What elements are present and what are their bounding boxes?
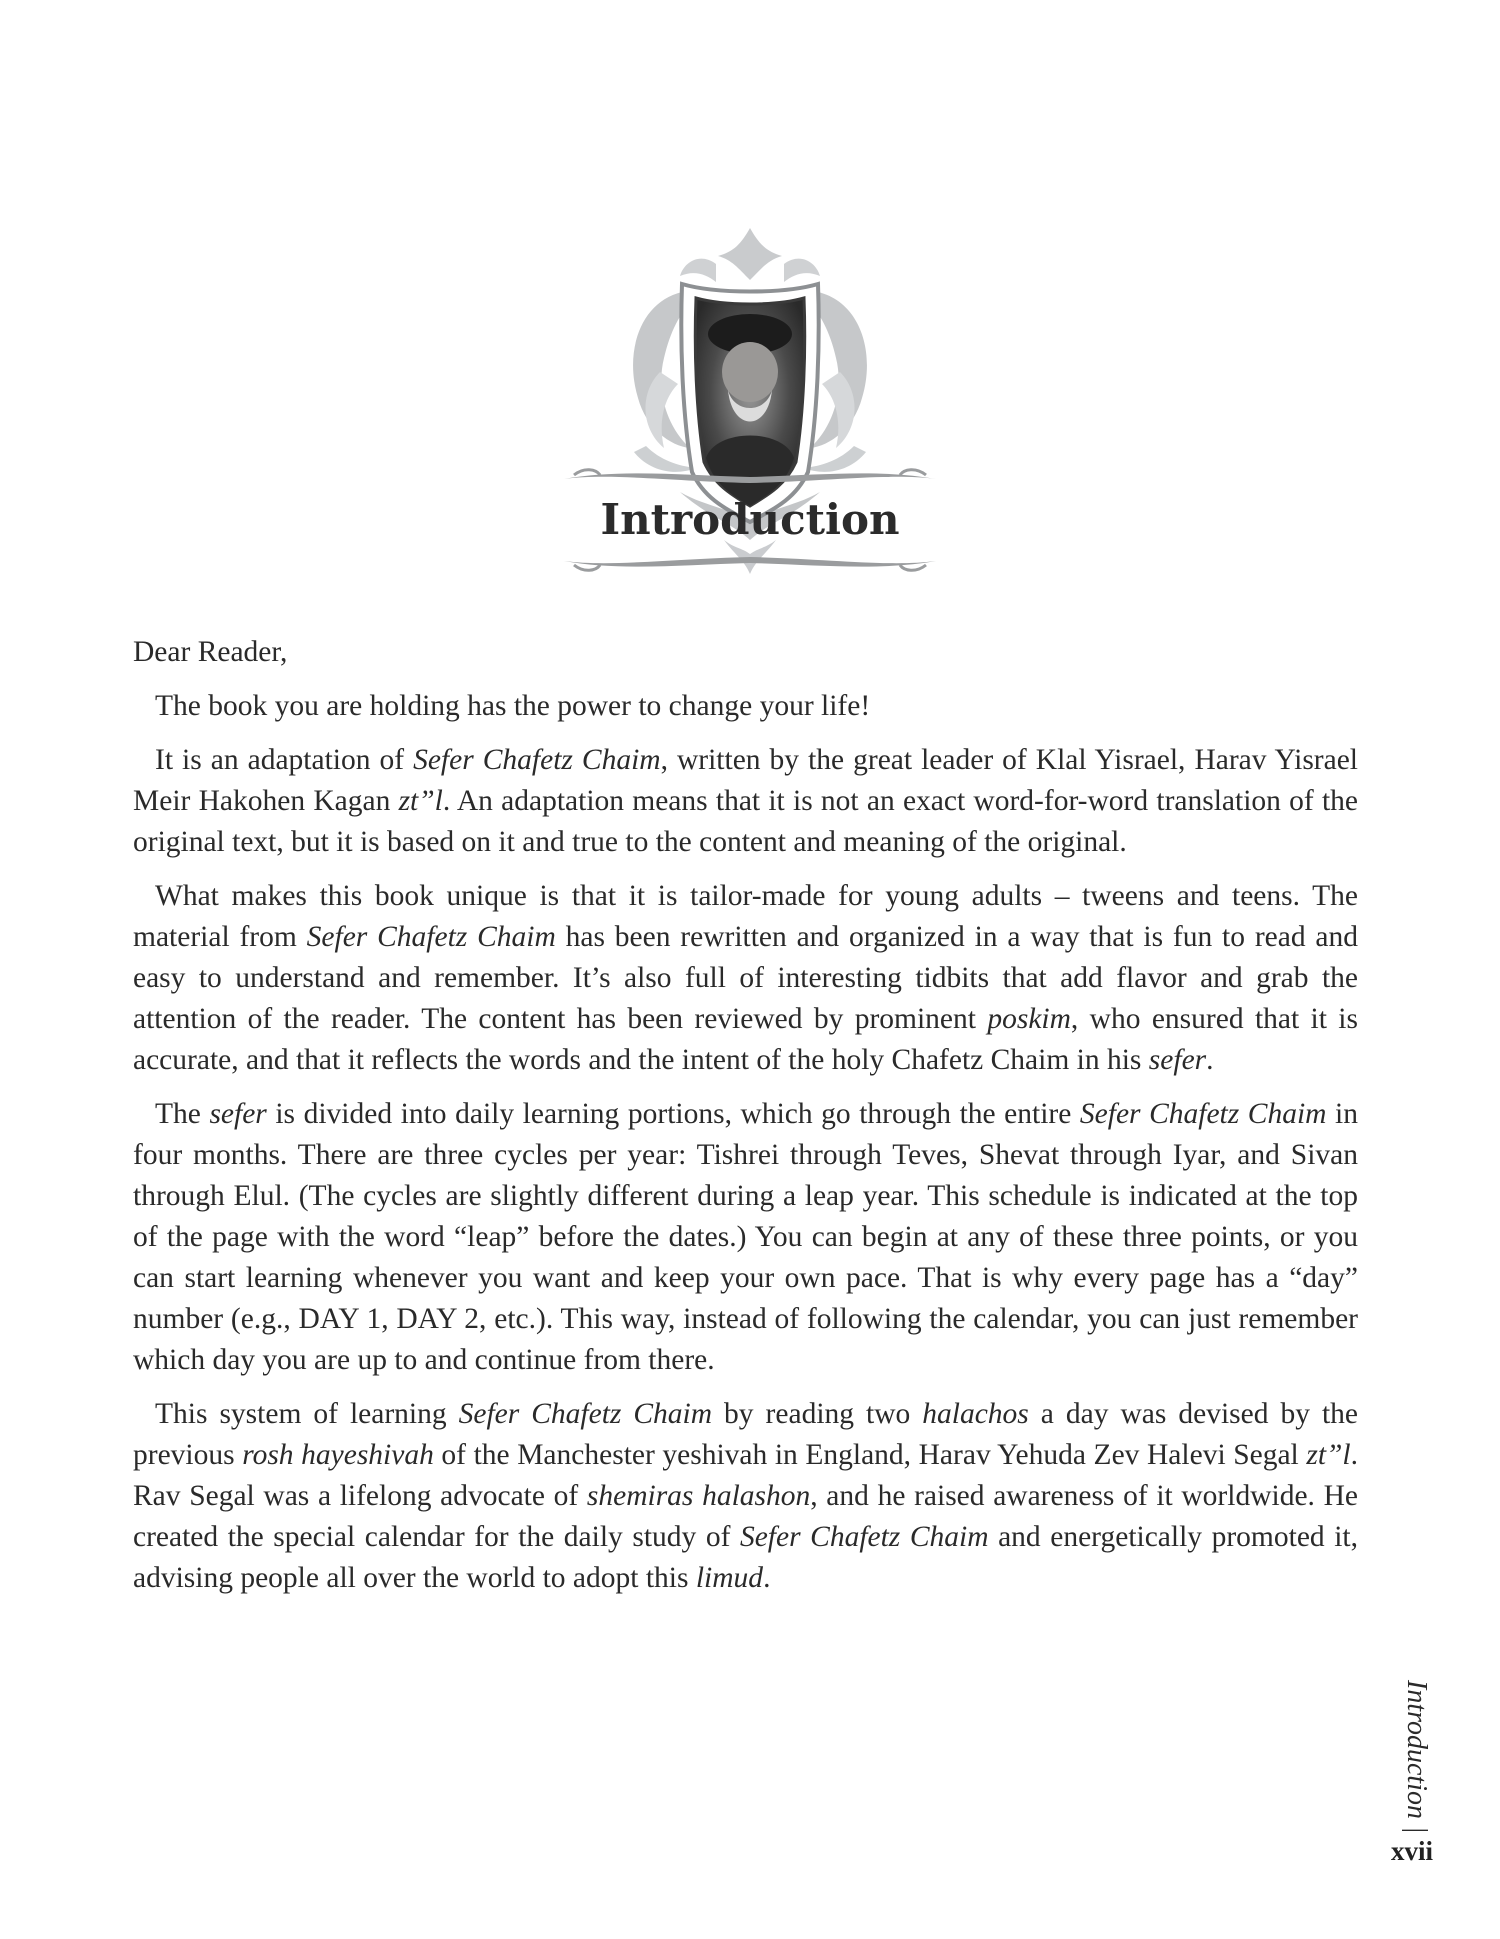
italic-run: Sefer Chafetz Chaim — [413, 744, 661, 776]
text-run: is divided into daily learning portions, which go through the entire — [266, 1098, 1080, 1130]
italic-run: Sefer Chafetz Chaim — [306, 921, 556, 953]
italic-run: halachos — [922, 1398, 1029, 1430]
italic-run: rosh hayeshivah — [242, 1439, 434, 1471]
paragraph — [133, 1094, 1358, 1381]
italic-run: Sefer Chafetz Chaim — [1079, 1098, 1327, 1130]
page-number: xvii — [1390, 1836, 1433, 1866]
paragraph — [133, 686, 1358, 727]
italic-run: poskim — [987, 1003, 1071, 1035]
text-run: It is an adaptation of — [155, 744, 414, 776]
paragraph — [133, 876, 1358, 1081]
text-run: , who ensured that it is accurate, and that it reflects the words and the intent of the holy Chafetz Chaim in his — [133, 1003, 1358, 1076]
title-flourish-top-icon — [560, 465, 940, 489]
italic-run: limud — [695, 1562, 764, 1594]
text-run: in four months. There are three cycles per year: Tishrei through Teves, Shevat through Iyar, and Sivan through Elul. (The cycles are slightly different during a leap year. This schedule is indicated at the top of the page with the word “leap” before the dates.) You can begin at any of these three points, or you can start learning whenever you want and keep your own pace. That is why every page has a “day” number (e.g., DAY 1, DAY 2, etc.). This way, instead of following the calendar, you can just remember which day you are up to and continue from there. — [133, 1098, 1358, 1376]
text-run: The — [155, 1098, 210, 1130]
text-run: by reading two — [712, 1398, 923, 1430]
italic-run: zt”l — [398, 785, 443, 817]
text-run: . An adaptation means that it is not an exact word-for-word translation of the original text, but it is based on it and true to the content and meaning of the original. — [133, 785, 1359, 858]
text-run: , written by the great leader of Klal Yisrael, Harav Yisrael Meir Hakohen Kagan — [133, 744, 1359, 817]
text-run: of the Manchester yeshivah in England, Harav Yehuda Zev Halevi Segal — [433, 1439, 1307, 1471]
italic-run: sefer — [1148, 1044, 1207, 1076]
italic-run: sefer — [209, 1098, 267, 1130]
italic-run: Sefer Chafetz Chaim — [458, 1398, 713, 1430]
section-label: Introduction | — [1401, 1680, 1432, 1834]
italic-run: zt”l — [1306, 1439, 1351, 1471]
text-run: and energetically promoted it, advising people all over the world to adopt this — [133, 1521, 1358, 1594]
text-run: , and he raised awareness of it worldwide. He created the special calendar for the daily study of — [133, 1480, 1358, 1553]
italic-run: Sefer Chafetz Chaim — [739, 1521, 989, 1553]
text-run: The book you are holding has the power to change your life! — [155, 690, 871, 722]
paragraph — [133, 1394, 1358, 1599]
title-block — [560, 465, 940, 575]
paragraph — [133, 740, 1358, 863]
italic-run: shemiras halashon — [586, 1480, 811, 1512]
text-run: . — [763, 1562, 771, 1594]
text-run: . Rav Segal was a lifelong advocate of — [133, 1439, 1358, 1512]
title-flourish-bottom-icon — [560, 551, 940, 575]
text-run: a day was devised by the previous — [133, 1398, 1359, 1471]
salutation: Dear Reader, — [133, 636, 288, 668]
page-title: Introduction — [600, 495, 900, 544]
text-run: This system of learning — [155, 1398, 459, 1430]
text-run: . — [1206, 1044, 1214, 1076]
body-text — [133, 632, 1358, 1612]
text-run: What makes this book unique is that it is tailor-made for young adults – tweens and teens. The material from — [133, 880, 1358, 953]
paragraphs — [133, 686, 1358, 1599]
text-run: has been rewritten and organized in a way that is fun to read and easy to understand and remember. It’s also full of interesting tidbits that add flavor and grab the attention of the reader. The content has been reviewed by prominent — [133, 921, 1359, 1035]
